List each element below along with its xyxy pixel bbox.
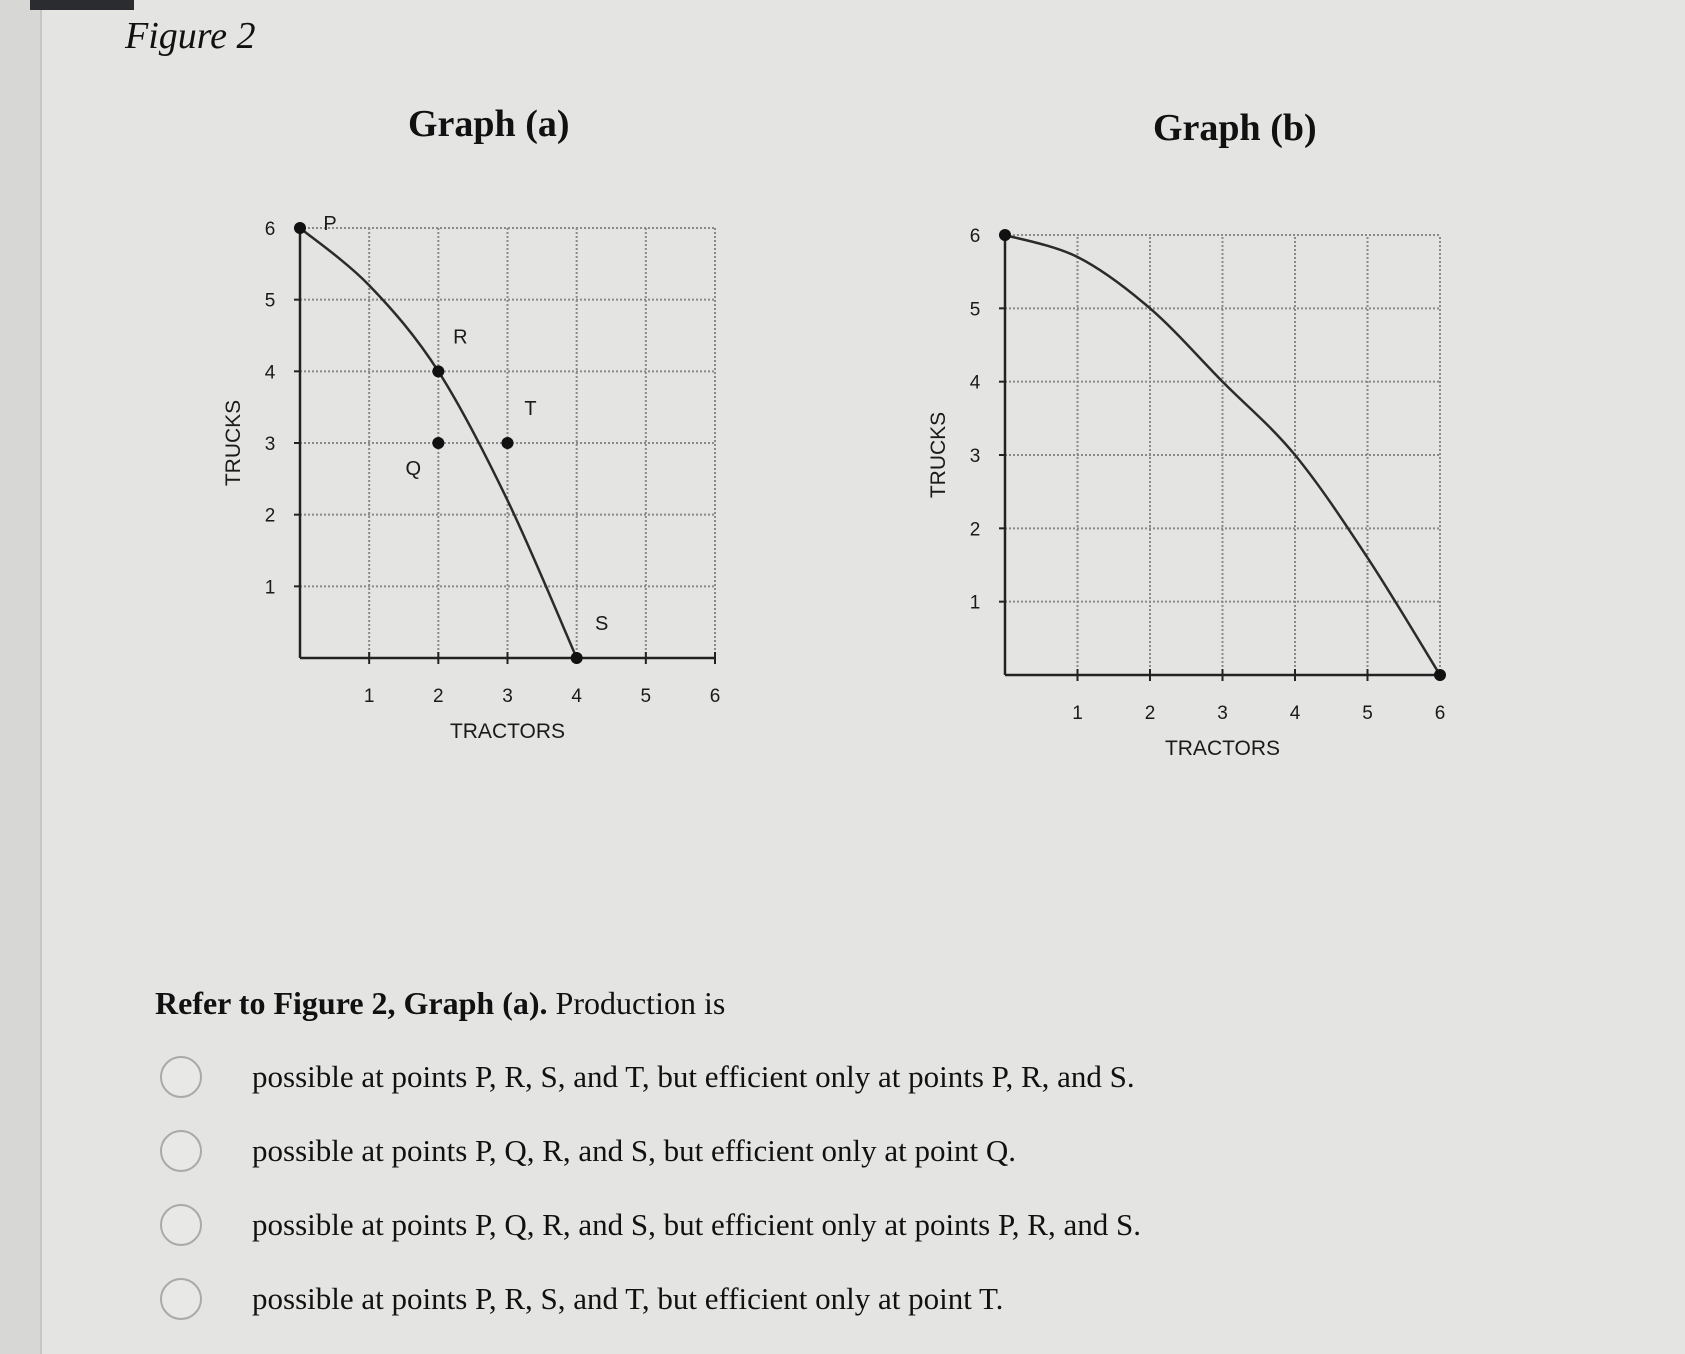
data-point: [999, 229, 1011, 241]
point-label-t: T: [524, 398, 537, 420]
graph-a-title: Graph (a): [408, 103, 570, 145]
graph-b-title: Graph (b): [1153, 107, 1317, 149]
y-tick-label: 4: [969, 372, 981, 394]
answer-option[interactable]: [160, 1040, 1141, 1114]
point-label-q: Q: [405, 458, 422, 480]
answer-options: [160, 1040, 1141, 1336]
answer-option-text: possible at points P, R, S, and T, but efficient only at points P, R, and S.: [252, 1059, 1135, 1094]
x-tick-label: 3: [502, 686, 513, 707]
graph-a-chart: [222, 213, 790, 800]
x-tick-label: 6: [1434, 703, 1446, 724]
radio-button[interactable]: [160, 1204, 202, 1246]
point-label-s: S: [594, 613, 609, 635]
x-tick-label: 4: [571, 686, 582, 707]
y-tick-label: 5: [264, 290, 276, 312]
data-point: [571, 652, 583, 664]
radio-button[interactable]: [160, 1278, 202, 1320]
x-axis-label: TRACTORS: [449, 720, 566, 743]
point-label-p: P: [323, 213, 337, 235]
x-tick-label: 1: [1072, 703, 1083, 724]
figure-title: Figure 2: [125, 15, 256, 57]
window-left-border: [0, 0, 42, 1354]
y-tick-label: 1: [969, 592, 981, 614]
x-tick-label: 2: [1144, 703, 1156, 724]
y-tick-label: 1: [264, 577, 276, 599]
x-tick-label: 3: [1217, 703, 1228, 724]
data-point: [432, 437, 444, 449]
answer-option[interactable]: [160, 1188, 1141, 1262]
graph-b-chart: [927, 210, 1555, 810]
point-label-r: R: [453, 326, 468, 349]
question-text: [155, 985, 725, 1022]
y-tick-label: 2: [264, 505, 276, 527]
top-bar: [30, 0, 134, 10]
y-tick-label: 2: [969, 519, 981, 541]
data-point: [502, 437, 514, 449]
answer-option[interactable]: [160, 1114, 1141, 1188]
answer-option-text: possible at points P, Q, R, and S, but efficient only at points P, R, and S.: [252, 1207, 1141, 1242]
y-tick-label: 3: [969, 446, 981, 467]
x-tick-label: 5: [640, 686, 652, 707]
x-tick-label: 4: [1289, 703, 1301, 724]
x-tick-label: 1: [363, 686, 375, 707]
question-rest: Production is: [547, 985, 726, 1021]
x-tick-label: 2: [433, 686, 444, 707]
answer-option-text: possible at points P, R, S, and T, but efficient only at point T.: [252, 1281, 1004, 1316]
y-tick-label: 5: [969, 299, 981, 321]
x-axis-label: TRACTORS: [1164, 737, 1281, 760]
y-tick-label: 4: [264, 362, 276, 384]
y-tick-label: 3: [264, 434, 276, 455]
question-bold: Refer to Figure 2, Graph (a).: [155, 985, 548, 1021]
y-axis-label: TRUCKS: [927, 411, 950, 499]
answer-option[interactable]: [160, 1262, 1141, 1336]
y-axis-label: TRUCKS: [222, 399, 245, 487]
data-point: [1434, 669, 1446, 681]
y-tick-label: 6: [969, 226, 981, 247]
data-point: [294, 222, 306, 234]
radio-button[interactable]: [160, 1056, 202, 1098]
x-tick-label: 5: [1362, 703, 1373, 724]
answer-option-text: possible at points P, Q, R, and S, but efficient only at point Q.: [252, 1133, 1017, 1168]
y-tick-label: 6: [264, 219, 276, 240]
radio-button[interactable]: [160, 1130, 202, 1172]
x-tick-label: 6: [709, 686, 721, 707]
data-point: [432, 365, 444, 377]
